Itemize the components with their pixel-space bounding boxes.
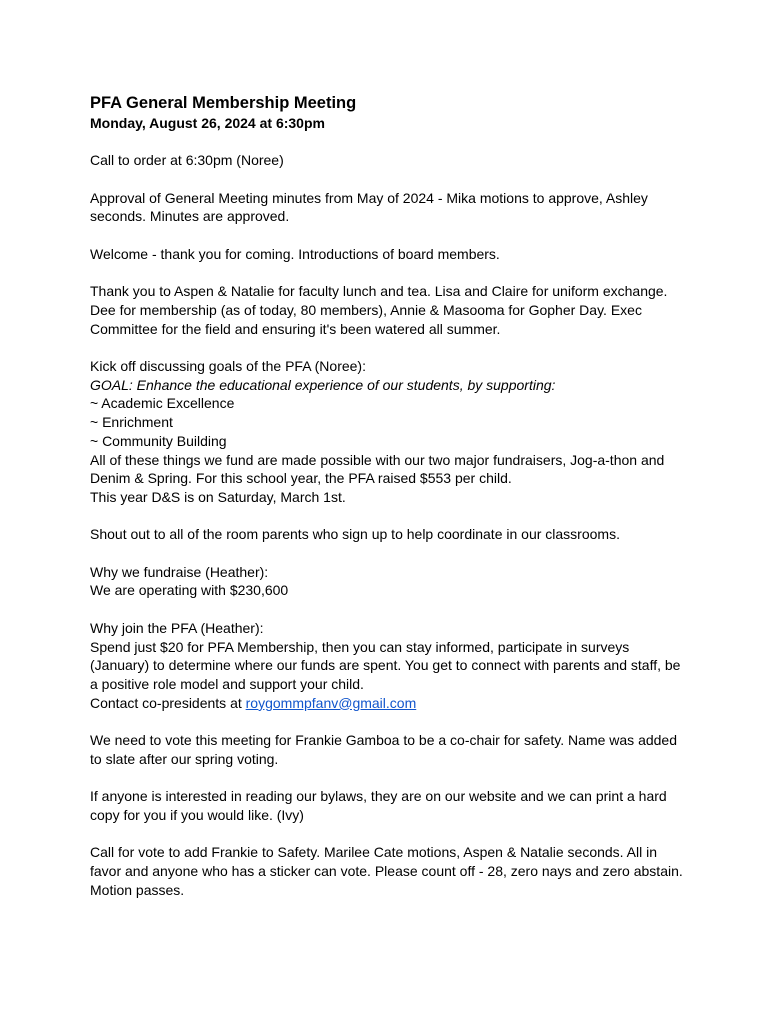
fundraise-heading: Why we fundraise (Heather): [90, 563, 269, 580]
goals-heading: Kick off discussing goals of the PFA (Noree): [90, 358, 366, 375]
contact-prefix: Contact co-presidents at [90, 694, 246, 711]
document-title: PFA General Membership Meeting [90, 94, 357, 112]
funding-note: All of these things we fund are made possible with our two major fundraisers, Jog-a-thon and Denim & Spring. For this school year, the PFA raised $553 per child. [90, 451, 665, 487]
shout-out: Shout out to all of the room parents who sign up to help coordinate in our classrooms. [90, 526, 620, 543]
meeting-date: Monday, August 26, 2024 at 6:30pm [90, 115, 325, 131]
fundraise-section [90, 563, 690, 600]
contact-line [90, 694, 690, 713]
goals-section [90, 357, 690, 507]
approval-minutes: Approval of General Meeting minutes from May of 2024 - Mika motions to approve, Ashley seconds. Minutes are approved. [90, 189, 648, 225]
goal-item: ~ Academic Excellence [90, 395, 235, 412]
welcome: Welcome - thank you for coming. Introductions of board members. [90, 245, 500, 262]
bylaws-note: If anyone is interested in reading our bylaws, they are on our website and we can print a hard copy for you if you would like. (Ivy) [90, 788, 667, 823]
goal-item: ~ Enrichment [90, 414, 173, 431]
fundraise-body: We are operating with $230,600 [90, 582, 289, 599]
join-section [90, 619, 690, 713]
call-to-order: Call to order at 6:30pm (Noree) [90, 152, 284, 169]
join-body: Spend just $20 for PFA Membership, then you can stay informed, participate in surveys (January) to determine where our funds are spent. You get to connect with parents and staff, be a positive role model and support your child. [90, 638, 681, 692]
vote-need: We need to vote this meeting for Frankie Gamboa to be a co-chair for safety. Name was added to slate after our spring voting. [90, 732, 678, 767]
goal-item: ~ Community Building [90, 432, 227, 449]
thanks: Thank you to Aspen & Natalie for faculty lunch and tea. Lisa and Claire for uniform exchange. Dee for membership (as of today, 80 members), Annie & Masooma for Gopher Day. Exec Committee for the field and ensuring it's been watered all summer. [90, 283, 668, 337]
email-link[interactable]: roygommpfanv@gmail.com [245, 694, 417, 711]
goal-statement: GOAL: Enhance the educational experience of our students, by supporting: [90, 376, 556, 393]
vote-call: Call for vote to add Frankie to Safety. Marilee Cate motions, Aspen & Natalie seconds. All in favor and anyone who has a sticker can vote. Please count off - 28, zero nays and zero abstain. Motion passes. [90, 844, 683, 898]
meeting-minutes [90, 92, 690, 918]
ds-date: This year D&S is on Saturday, March 1st. [90, 488, 346, 505]
join-heading: Why join the PFA (Heather): [90, 619, 264, 636]
